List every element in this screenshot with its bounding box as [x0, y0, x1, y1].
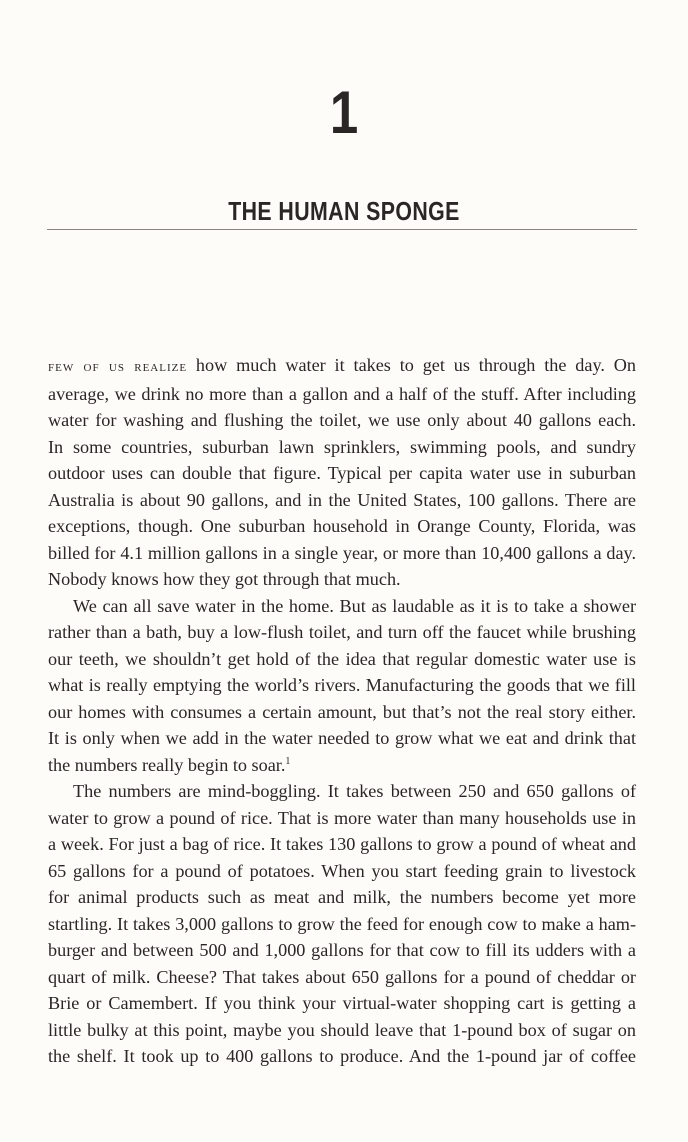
- text-line: water for washing and flushing the toilet, we use only about 40 gallons each.: [48, 410, 636, 430]
- text-line: quart of milk. Cheese? That takes about 650 gallons for a pound of cheddar or: [48, 966, 636, 987]
- text-line: exceptions, though. One suburban household in Orange County, Florida, was: [48, 516, 636, 536]
- paragraph-2: [48, 593, 636, 779]
- text-line: [48, 352, 636, 381]
- body-text: [48, 352, 636, 1070]
- footnote-ref[interactable]: 1: [285, 755, 291, 767]
- text-span: the numbers really begin to soar.: [48, 754, 286, 775]
- text-line: billed for 4.1 million gallons in a single year, or more than 10,400 gallons a day.: [48, 542, 636, 563]
- text-line: 65 gallons for a pound of potatoes. When you start feeding grain to livestock: [48, 860, 636, 881]
- text-line: [48, 752, 636, 779]
- text-line: burger and between 500 and 1,000 gallons for that cow to fill its udders with a: [48, 940, 636, 960]
- paragraph-1: [48, 352, 636, 593]
- text-line: the shelf. It took up to 400 gallons to produce. And the 1-pound jar of coffee: [48, 1046, 636, 1066]
- text-line: a week. For just a bag of rice. It takes 130 gallons to grow a pound of wheat and: [48, 834, 636, 854]
- text-line: rather than a bath, buy a low-flush toilet, and turn off the faucet while brushing: [48, 622, 636, 642]
- text-line: Nobody knows how they got through that much.: [48, 569, 401, 589]
- title-rule: [47, 229, 637, 230]
- text-line: average, we drink no more than a gallon and a half of the stuff. After including: [48, 383, 636, 404]
- text-line: water to grow a pound of rice. That is more water than many households use in: [48, 807, 636, 828]
- text-line: In some countries, suburban lawn sprinklers, swimming pools, and sundry: [48, 436, 636, 457]
- text-line: It is only when we add in the water needed to grow what we eat and drink that: [48, 728, 636, 748]
- text-line: We can all save water in the home. But as laudable as it is to take a shower: [73, 595, 636, 616]
- text-span: how much water it takes to get us through the day. On: [187, 355, 636, 375]
- text-line: outdoor uses can double that figure. Typical per capita water use in suburban: [48, 463, 636, 483]
- text-line: startling. It takes 3,000 gallons to grow the feed for enough cow to make a ham-: [48, 913, 636, 934]
- lead-in: few of us realize: [48, 358, 188, 375]
- chapter-number: 1: [329, 79, 359, 146]
- chapter-title: THE HUMAN SPONGE: [228, 196, 460, 226]
- text-line: for animal products such as meat and milk, the numbers become yet more: [48, 887, 636, 907]
- text-line: Australia is about 90 gallons, and in the United States, 100 gallons. There are: [48, 489, 636, 510]
- text-line: The numbers are mind-boggling. It takes between 250 and 650 gallons of: [73, 781, 636, 801]
- text-line: our teeth, we shouldn’t get hold of the idea that regular domestic water use is: [48, 648, 636, 669]
- paragraph-3: [48, 778, 636, 1070]
- text-line: Brie or Camembert. If you think your virtual-water shopping cart is getting a: [48, 993, 636, 1013]
- text-line: our homes with consumes a certain amount, but that’s not the real story either.: [48, 701, 636, 722]
- text-line: little bulky at this point, maybe you should leave that 1-pound box of sugar on: [48, 1019, 636, 1040]
- text-line: what is really emptying the world’s rivers. Manufacturing the goods that we fill: [48, 675, 636, 695]
